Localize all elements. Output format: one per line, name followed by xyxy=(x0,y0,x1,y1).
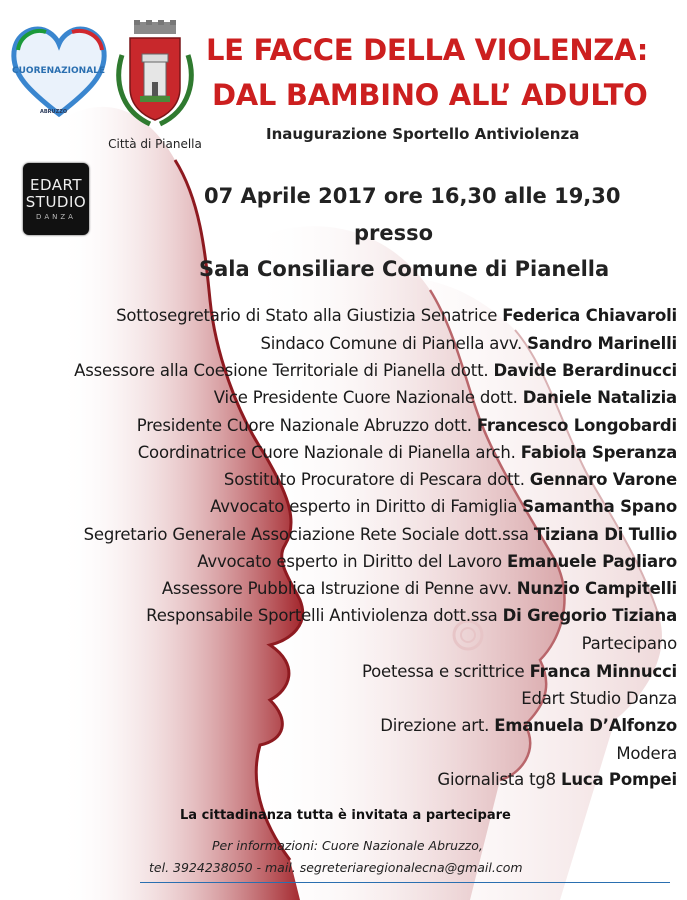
heart-logo-subtext: ABRUZZO xyxy=(40,109,68,115)
speaker-name: Samantha Spano xyxy=(522,497,677,516)
footer-divider xyxy=(140,882,670,883)
section-label-partecipano xyxy=(582,634,677,653)
invitation-text: La cittadinanza tutta è invitata a partecipare xyxy=(180,808,511,823)
speaker-name: Emanuele Pagliaro xyxy=(507,552,677,571)
speaker-row xyxy=(116,306,677,325)
subtitle: Inaugurazione Sportello Antiviolenza xyxy=(266,125,580,143)
event-date: 07 Aprile 2017 ore 16,30 alle 19,30 xyxy=(204,184,621,208)
speaker-name: Franca Minnucci xyxy=(529,662,677,681)
speaker-role: Edart Studio Danza xyxy=(521,689,677,708)
speaker-name: Federica Chiavaroli xyxy=(502,306,677,325)
speaker-name: Tiziana Di Tullio xyxy=(533,525,677,544)
speaker-row xyxy=(224,470,677,489)
speaker-row xyxy=(521,689,677,708)
speaker-role: Avvocato esperto in Diritto del Lavoro xyxy=(197,552,507,571)
speaker-role: Coordinatrice Cuore Nazionale di Pianella arch. xyxy=(137,443,521,462)
speaker-row xyxy=(362,662,677,681)
speaker-role: Direzione art. xyxy=(380,716,495,735)
speaker-name: Fabiola Speranza xyxy=(520,443,677,462)
edart-logo-line2: STUDIO xyxy=(25,193,87,211)
speaker-row xyxy=(74,361,677,380)
speaker-name: Daniele Natalizia xyxy=(522,388,677,407)
speaker-row xyxy=(210,497,677,516)
edart-studio-logo xyxy=(23,163,89,235)
speaker-name: Gennaro Varone xyxy=(529,470,677,489)
speaker-row xyxy=(197,552,677,571)
speaker-name: Sandro Marinelli xyxy=(527,334,677,353)
edart-logo-line3: DANZA xyxy=(36,213,76,221)
speaker-row xyxy=(380,716,677,735)
speaker-row xyxy=(214,388,677,407)
speaker-role: Presidente Cuore Nazionale Abruzzo dott. xyxy=(136,416,477,435)
speaker-role: Sostituto Procuratore di Pescara dott. xyxy=(223,470,530,489)
section-label-modera xyxy=(616,744,677,763)
event-presso: presso xyxy=(354,221,434,245)
speaker-row xyxy=(146,606,677,625)
speaker-role: Partecipano xyxy=(581,634,677,653)
speaker-name: Nunzio Campitelli xyxy=(516,579,677,598)
speaker-name: Emanuela D’Alfonzo xyxy=(494,716,677,735)
heart-logo-text: CUORENAZIONALE xyxy=(12,66,106,76)
speaker-role: Responsabile Sportelli Antiviolenza dott.ssa xyxy=(146,606,503,625)
speaker-row xyxy=(138,443,677,462)
edart-logo-line1: EDART xyxy=(29,176,83,194)
speaker-role: Sottosegretario di Stato alla Giustizia Senatrice xyxy=(116,306,503,325)
speaker-row xyxy=(437,770,677,789)
crest-caption: Città di Pianella xyxy=(108,137,202,151)
speaker-role: Modera xyxy=(616,744,677,763)
speaker-role: Vice Presidente Cuore Nazionale dott. xyxy=(213,388,523,407)
pianella-crest xyxy=(112,20,198,132)
title-line-2: DAL BAMBINO ALL’ ADULTO xyxy=(212,78,648,112)
info-line-1: Per informazioni: Cuore Nazionale Abruzzo, xyxy=(212,838,483,853)
speaker-role: Poetessa e scrittrice xyxy=(361,662,530,681)
speaker-role: Sindaco Comune di Pianella avv. xyxy=(260,334,528,353)
speaker-row xyxy=(84,525,677,544)
speaker-name: Davide Berardinucci xyxy=(493,361,677,380)
speaker-name: Francesco Longobardi xyxy=(476,416,677,435)
event-venue: Sala Consiliare Comune di Pianella xyxy=(199,257,610,281)
speaker-role: Assessore Pubblica Istruzione di Penne avv. xyxy=(161,579,517,598)
speaker-role: Assessore alla Coesione Territoriale di Pianella dott. xyxy=(74,361,494,380)
speaker-name: Luca Pompei xyxy=(561,770,677,789)
speaker-row xyxy=(260,334,677,353)
speaker-role: Segretario Generale Associazione Rete Sociale dott.ssa xyxy=(83,525,534,544)
speaker-row xyxy=(137,416,677,435)
speaker-role: Giornalista tg8 xyxy=(437,770,561,789)
info-line-2: tel. 3924238050 - mail. segreteriaregionalecna@gmail.com xyxy=(149,860,523,875)
speaker-role: Avvocato esperto in Diritto di Famiglia xyxy=(210,497,523,516)
speaker-name: Di Gregorio Tiziana xyxy=(502,606,677,625)
title-line-1: LE FACCE DELLA VIOLENZA: xyxy=(206,33,649,67)
speaker-row xyxy=(162,579,677,598)
